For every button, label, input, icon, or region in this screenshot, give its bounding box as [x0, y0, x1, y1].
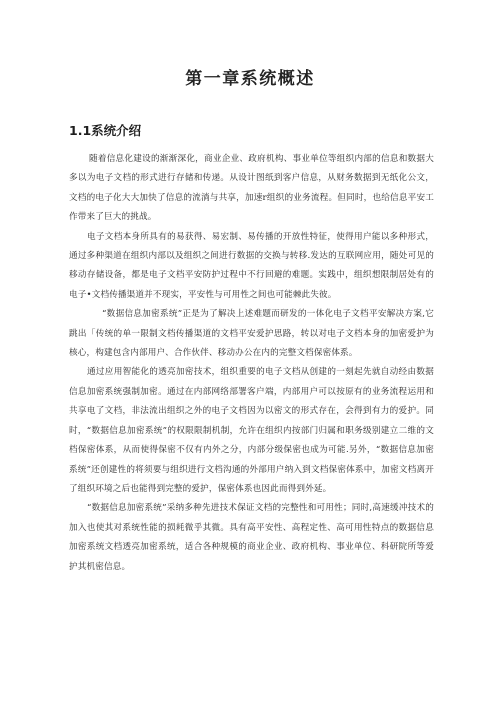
- paragraph: 随着信息化建设的渐渐深化，商业企业、政府机构、事业单位等组织内部的信息和数据大多以为电子文档的形式进行存储和传递。从设计图纸到客户信息，从财务数据到无纸化公文，文档的电子化大大加快了信息的流淌与共享，加速r组织的业务流程。但同时，也给信息平安工作带来了巨大的挑战。: [69, 154, 434, 223]
- body-text: [69, 150, 434, 577]
- paragraph: “数据信息加密系统”采纳多种先进技术保证文档的完整性和可用性；同时,高速缓冲技术的加入也使其对系统性能的损耗微乎其微。具有高平安性、高程定性、高可用性特点的数据信息加密系统文档透亮加密系统，适合各种规模的商业企业、政府机构、事业单位、科研院所等爱护其机密信息。: [69, 503, 434, 572]
- paragraph: 通过应用智能化的透亮加密技术，组织重要的电子文档从创建的一刻起先就自动经由数据信息加密系统强制加密。通过在内部网络部署客户端，内部用户可以按原有的业务流程运用和共享电了文档，非法流出组织之外的电子文档因为以密文的形式存在，会得到有力的爱护。同时，“数据信息加密系统”的权限限制机制，允许在组织内按部门归属和职务级别建立二维的文档保密体系，从而使得保密不仅有内外之分，内部分级保密也成为可能.另外，“数据信息加密系统”还创建性的将须要与组织进行文档沟通的外部用户纳入到文档保密体系中，加密文档离开了组织环境之后也能得到完整的爱护，保密体系也因此而得到外延。: [69, 367, 434, 494]
- section-heading: 1.1系统介绍: [69, 123, 142, 138]
- paragraph: “数据信息加密系统”正是为了解决上述难题而研发的一体化电子文档平安解决方案,它跳出「传统的单一限制文档传播渠道的文档平安爱护思路，转以对电子文档本身的加密爱护为核心，构建包含内部用户、合作伙伴、移动办公在内的完整文档保密体系。: [69, 309, 434, 359]
- paragraph: 电子文档本身所具有的易获得、易宏制、易传播的开放性特征，使得用户能以多种形式，通过多种渠道在组织内部以及组织之间进行数据的交换与转移.发达的互联网应用，随处可见的移动存储设备，都是电子文档平安防护过程中不行回避的难题。实践中，组织想限制居处有的电子•文档传播渠道并不现实，平安性与可用性之间也可能棘此失彼。: [69, 231, 434, 300]
- chapter-title: 第一章系统概述: [185, 69, 315, 89]
